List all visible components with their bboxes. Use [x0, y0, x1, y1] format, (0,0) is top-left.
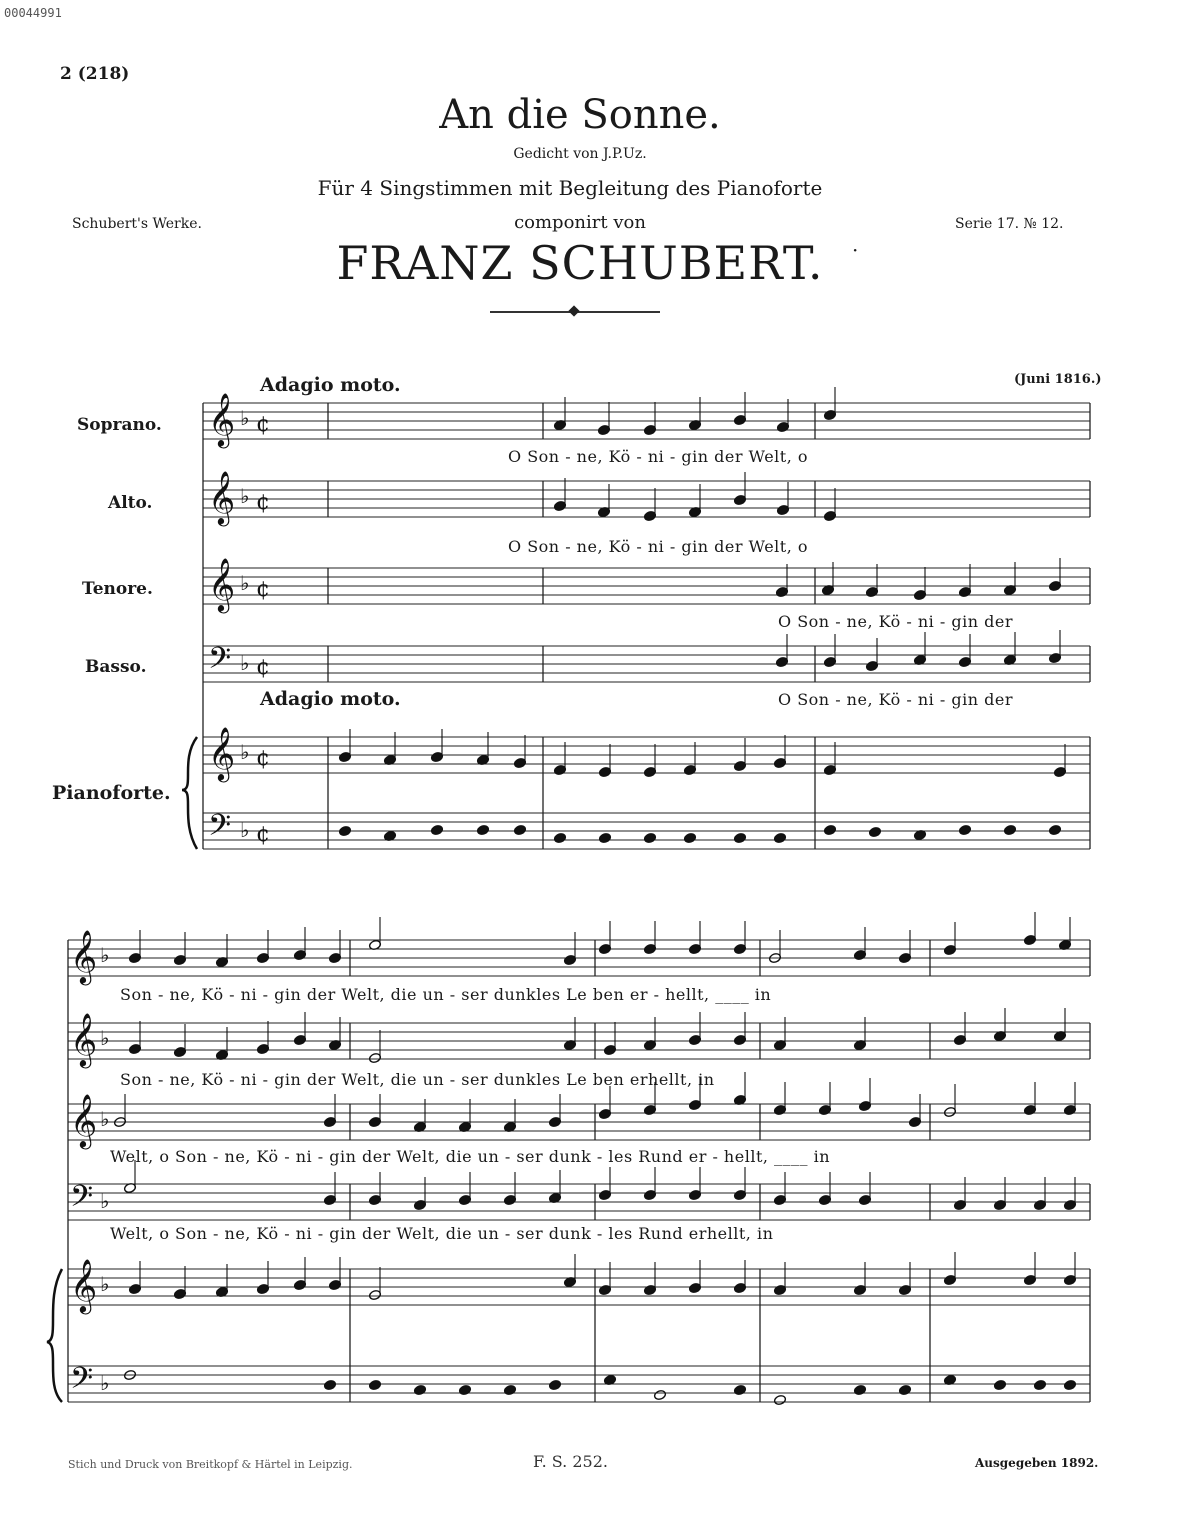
notehead	[733, 832, 746, 843]
notehead	[653, 1389, 666, 1400]
notehead	[458, 1384, 471, 1395]
cut-time-signature: ¢	[256, 822, 270, 847]
lyrics-alto-system2: Son - ne, Kö - ni - gin der Welt, die un - ser dunkles Le ben erhellt, in	[120, 1070, 715, 1089]
notehead	[430, 824, 443, 835]
notehead	[1063, 1379, 1076, 1390]
composer-name: FRANZ SCHUBERT.	[336, 236, 824, 290]
part-label-tenore: Tenore.	[82, 579, 153, 599]
page-number: 2 (218)	[60, 64, 130, 84]
cut-time-signature: ¢	[256, 655, 270, 680]
notehead	[1048, 824, 1061, 835]
piano-brace	[182, 737, 197, 849]
tempo-marking-voices: Adagio moto.	[260, 374, 401, 396]
flat-key-signature: ♭	[240, 740, 250, 764]
flat-key-signature: ♭	[240, 484, 250, 508]
poet-credit: Gedicht von J.P.Uz.	[513, 146, 647, 162]
treble-clef: 𝄞	[208, 726, 236, 780]
composer-dot: ·	[852, 238, 859, 262]
notehead	[853, 1384, 866, 1395]
notehead	[683, 832, 696, 843]
treble-clef: 𝄞	[70, 1012, 98, 1066]
notehead	[553, 832, 566, 843]
cut-time-signature: ¢	[256, 577, 270, 602]
part-label-alto: Alto.	[108, 493, 153, 513]
engraver-credit: Stich und Druck von Breitkopf & Härtel in Leipzig.	[68, 1458, 353, 1471]
notehead	[773, 832, 786, 843]
flat-key-signature: ♭	[240, 406, 250, 430]
lyrics-basso-system1: O Son - ne, Kö - ni - gin der	[778, 690, 1013, 709]
treble-clef: 𝄞	[70, 1258, 98, 1312]
notehead	[643, 832, 656, 843]
tempo-marking-piano: Adagio moto.	[260, 688, 401, 710]
notehead	[476, 824, 489, 835]
treble-clef: 𝄞	[208, 392, 236, 446]
notehead	[733, 1384, 746, 1395]
notehead	[368, 1379, 381, 1390]
bass-clef: 𝄢	[208, 642, 232, 683]
archive-stamp: 00044991	[4, 6, 62, 20]
notehead	[413, 1384, 426, 1395]
part-label-basso: Basso.	[85, 657, 147, 677]
collection-label: Schubert's Werke.	[72, 216, 202, 232]
treble-clef: 𝄞	[70, 929, 98, 983]
treble-clef: 𝄞	[70, 1093, 98, 1147]
flat-key-signature: ♭	[100, 1026, 110, 1050]
flat-key-signature: ♭	[100, 1272, 110, 1296]
notehead	[773, 1394, 786, 1405]
lyrics-alto-system1: O Son - ne, Kö - ni - gin der Welt, o	[508, 537, 809, 556]
notehead	[1003, 824, 1016, 835]
flat-key-signature: ♭	[240, 651, 250, 675]
flat-key-signature: ♭	[100, 943, 110, 967]
flat-key-signature: ♭	[240, 571, 250, 595]
notehead	[823, 824, 836, 835]
piano-brace	[47, 1269, 62, 1402]
notehead	[548, 1379, 561, 1390]
composition-date: (Juni 1816.)	[1014, 372, 1102, 387]
notehead	[323, 1379, 336, 1390]
lyrics-basso-system2: Welt, o Son - ne, Kö - ni - gin der Welt, die un - ser dunk - les Rund erhellt, in	[110, 1224, 774, 1243]
bass-clef: 𝄢	[70, 1362, 94, 1403]
notehead	[958, 824, 971, 835]
treble-clef: 𝄞	[208, 470, 236, 524]
notehead	[898, 1384, 911, 1395]
notehead	[993, 1379, 1006, 1390]
lyrics-tenore-system2: Welt, o Son - ne, Kö - ni - gin der Welt, die un - ser dunk - les Rund er - hellt, ____ in	[110, 1147, 831, 1166]
piece-title: An die Sonne.	[439, 92, 721, 138]
notehead	[503, 1384, 516, 1395]
issue-date: Ausgegeben 1892.	[975, 1456, 1099, 1470]
bass-clef: 𝄢	[208, 809, 232, 850]
flat-key-signature: ♭	[100, 1107, 110, 1131]
part-label-pianoforte: Pianoforte.	[52, 782, 171, 804]
notehead	[868, 826, 881, 837]
lyrics-tenore-system1: O Son - ne, Kö - ni - gin der	[778, 612, 1013, 631]
lyrics-soprano-system2: Son - ne, Kö - ni - gin der Welt, die un - ser dunkles Le ben er - hellt, ____ in	[120, 985, 772, 1004]
notehead	[513, 824, 526, 835]
treble-clef: 𝄞	[208, 557, 236, 611]
cut-time-signature: ¢	[256, 490, 270, 515]
part-label-soprano: Soprano.	[77, 415, 162, 435]
series-number: Serie 17. № 12.	[955, 216, 1064, 232]
notehead	[598, 832, 611, 843]
componirt-label: componirt von	[514, 212, 646, 233]
flat-key-signature: ♭	[100, 1189, 110, 1213]
scoring-subtitle: Für 4 Singstimmen mit Begleitung des Pianoforte	[317, 176, 823, 200]
lyrics-soprano-system1: O Son - ne, Kö - ni - gin der Welt, o	[508, 447, 809, 466]
bass-clef: 𝄢	[70, 1180, 94, 1221]
flat-key-signature: ♭	[240, 818, 250, 842]
plate-number: F. S. 252.	[533, 1452, 608, 1471]
notehead	[338, 825, 351, 836]
cut-time-signature: ¢	[256, 746, 270, 771]
cut-time-signature: ¢	[256, 412, 270, 437]
notehead	[1033, 1379, 1046, 1390]
flat-key-signature: ♭	[100, 1371, 110, 1395]
